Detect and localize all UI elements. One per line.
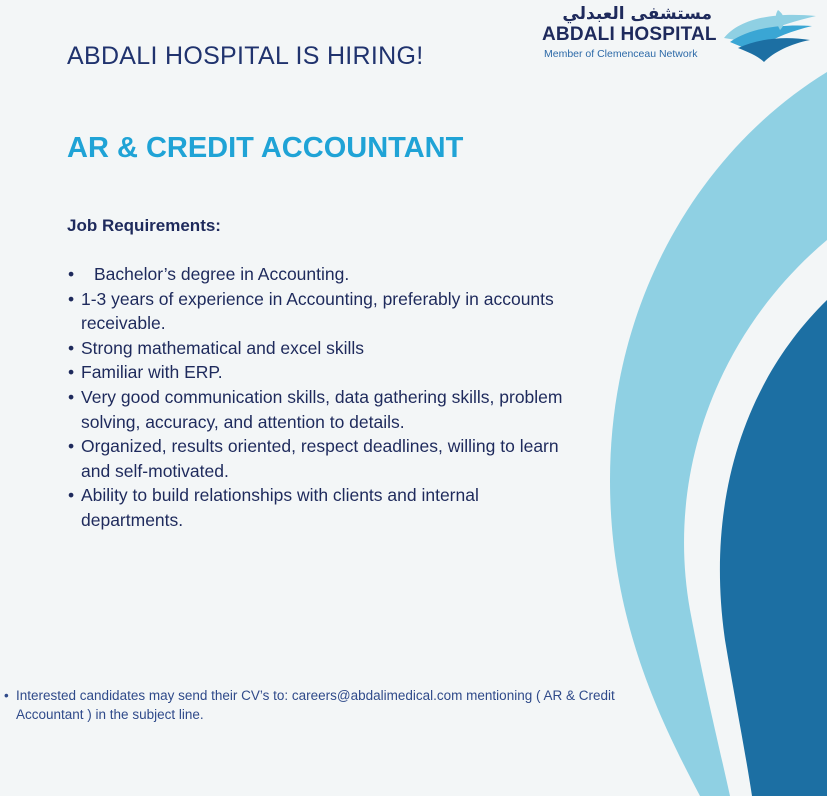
requirement-item: • Very good communication skills, data gathering skills, problem solving, accuracy, and attention to details. bbox=[67, 385, 567, 434]
requirement-item: • Strong mathematical and excel skills bbox=[67, 336, 567, 361]
application-instructions bbox=[4, 686, 704, 724]
footer-bullet: • bbox=[4, 688, 9, 703]
logo-arabic-name: مستشفى العبدلي bbox=[562, 4, 712, 24]
requirement-item: • Bachelor’s degree in Accounting. bbox=[67, 262, 567, 287]
hiring-heading: ABDALI HOSPITAL IS HIRING! bbox=[67, 42, 424, 70]
requirement-item: • Familiar with ERP. bbox=[67, 360, 567, 385]
requirement-item: • Organized, results oriented, respect deadlines, willing to learn and self-motivated. bbox=[67, 434, 567, 483]
logo-hospital-name: ABDALI HOSPITAL bbox=[542, 24, 717, 45]
hospital-logo bbox=[540, 4, 825, 66]
requirements-list bbox=[67, 262, 567, 533]
footer-line-2: Accountant ) in the subject line. bbox=[16, 707, 204, 722]
requirement-item: • 1-3 years of experience in Accounting, preferably in accounts receivable. bbox=[67, 287, 567, 336]
requirements-heading: Job Requirements: bbox=[67, 216, 221, 235]
wave-wing-logo-icon bbox=[720, 8, 820, 64]
requirement-item: • Ability to build relationships with clients and internal departments. bbox=[67, 483, 567, 532]
job-title: AR & CREDIT ACCOUNTANT bbox=[67, 132, 464, 164]
footer-line-1: Interested candidates may send their CV’s to: careers@abdalimedical.com mentioning ( AR & Credit bbox=[16, 688, 615, 703]
logo-tagline: Member of Clemenceau Network bbox=[544, 48, 698, 60]
